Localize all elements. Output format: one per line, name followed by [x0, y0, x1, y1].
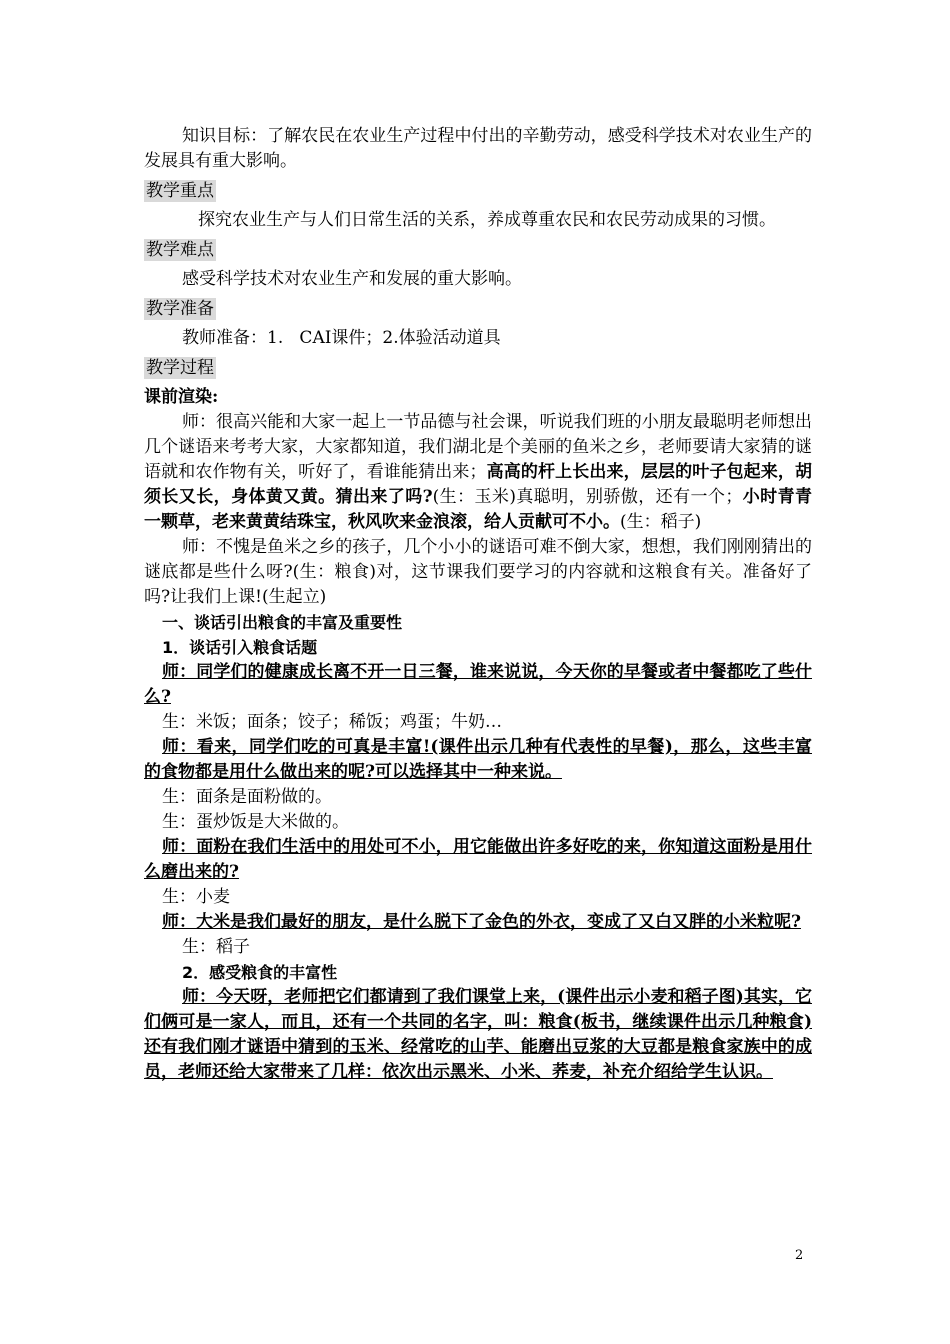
student-line-5: 生：稻子 — [182, 937, 250, 957]
part1-title: 一、谈话引出粮食的丰富及重要性 — [162, 613, 403, 632]
process-heading: 教学过程 — [146, 358, 214, 378]
pre-class-label: 课前渲染: — [144, 387, 219, 407]
part1-subtitle-1: 1．谈话引入粮食话题 — [162, 638, 318, 657]
difficulty-paragraph: 感受科学技术对农业生产和发展的重大影响。 — [182, 269, 522, 289]
pre-class-paragraph-1 — [144, 410, 812, 535]
riddle-rice-answer: (生：稻子) — [620, 512, 702, 532]
preparation-heading: 教学准备 — [146, 299, 214, 319]
student-line-4: 生：小麦 — [162, 887, 230, 907]
knowledge-goal-paragraph: 知识目标：了解农民在农业生产过程中付出的辛勤劳动，感受科学技术对农业生产的发展具有重大影响。 — [144, 126, 812, 171]
key-points-paragraph: 探究农业生产与人们日常生活的关系，养成尊重农民和农民劳动成果的习惯。 — [198, 210, 776, 230]
key-points-heading: 教学重点 — [146, 181, 214, 201]
riddle-corn-answer: (生：玉米)真聪明，别骄傲，还有一个； — [432, 487, 743, 507]
page-number: 2 — [795, 1248, 804, 1263]
riddle-intro: 师：很高兴能和大家一起上一节品德与社会课，听说我们班的小朋友最聪明老师想出几个谜语来考考大家，大家都知道，我们湖北是个美丽的鱼米之乡，老师要请大家猜的谜语就和农作物有关，听好了，看谁能猜出来； — [144, 412, 812, 482]
riddle-rice: 小时青青一颗草，老来黄黄结珠宝，秋风吹来金浪滚，给人贡献可不小。 — [144, 487, 813, 532]
student-line-1: 生：米饭；面条；饺子；稀饭；鸡蛋；牛奶… — [162, 712, 502, 732]
teacher-line-2: 师：看来，同学们吃的可真是丰富!(课件出示几种有代表性的早餐)，那么，这些丰富的食物都是用什么做出来的呢?可以选择其中一种来说。 — [144, 737, 812, 782]
student-line-3: 生：蛋炒饭是大米做的。 — [162, 812, 349, 832]
teacher-line-4: 师：大米是我们最好的朋友，是什么脱下了金色的外衣，变成了又白又胖的小米粒呢? — [162, 912, 801, 932]
difficulty-heading: 教学难点 — [146, 240, 214, 260]
teacher-line-1: 师：同学们的健康成长离不开一日三餐，谁来说说，今天你的早餐或者中餐都吃了些什么? — [144, 662, 812, 707]
pre-class-paragraph-2: 师：不愧是鱼米之乡的孩子，几个小小的谜语可难不倒大家，想想，我们刚刚猜出的谜底都是些什么呀?(生：粮食)对，这节课我们要学习的内容就和这粮食有关。准备好了吗?让我们上课!(生起立) — [144, 537, 812, 607]
preparation-paragraph: 教师准备：1. CAI课件；2.体验活动道具 — [182, 328, 501, 348]
teacher-line-5: 师：今天呀，老师把它们都请到了我们课堂上来，(课件出示小麦和稻子图)其实，它们俩可是一家人，而且，还有一个共同的名字，叫：粮食(板书，继续课件出示几种粮食)还有我们刚才谜语中猜到的玉米、经常吃的山芋、能磨出豆浆的大豆都是粮食家族中的成员，老师还给大家带来了几样：依次出示黑米、小米、荞麦，补充介绍给学生认识。 — [144, 987, 812, 1082]
riddle-corn: 高高的杆上长出来，层层的叶子包起来，胡须长又长，身体黄又黄。猜出来了吗? — [144, 462, 812, 507]
document-body — [144, 124, 812, 1085]
part1-subtitle-2: 2．感受粮食的丰富性 — [182, 963, 338, 982]
student-line-2: 生：面条是面粉做的。 — [162, 787, 332, 807]
teacher-line-3: 师：面粉在我们生活中的用处可不小，用它能做出许多好吃的来，你知道这面粉是用什么磨出来的? — [144, 837, 812, 882]
